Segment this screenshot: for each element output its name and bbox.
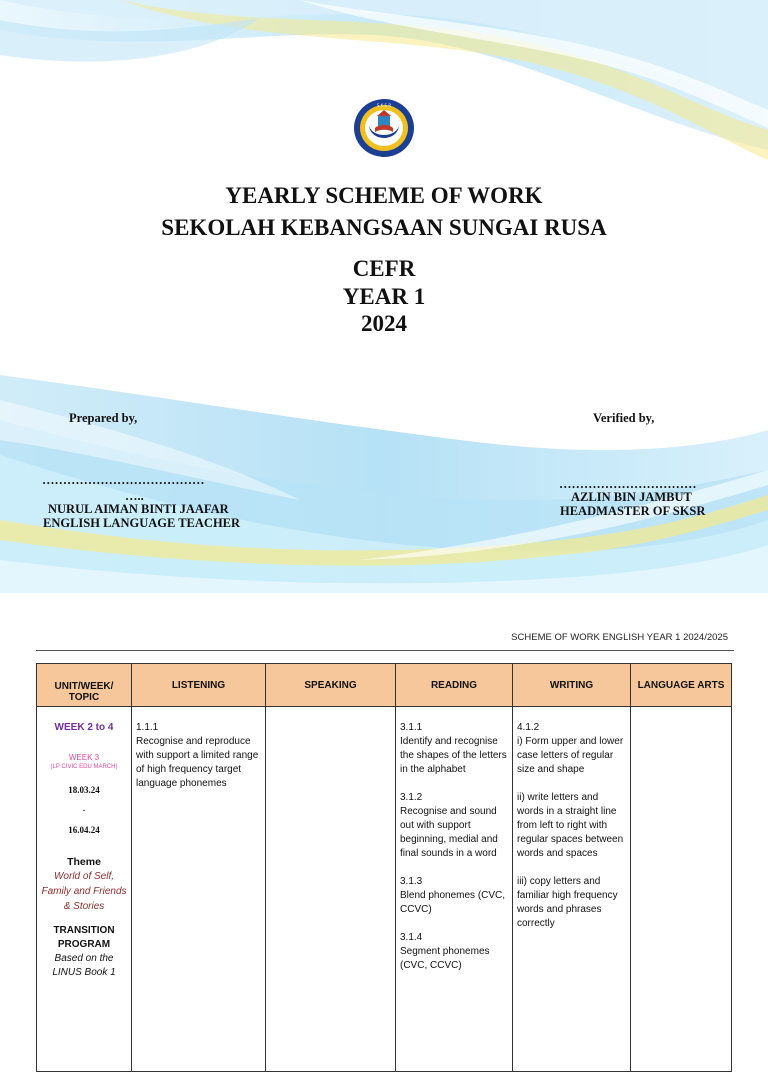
scheme-page <box>0 593 768 1024</box>
standard-code: 1.1.1 <box>136 722 159 733</box>
title-line-1: YEARLY SCHEME OF WORK <box>225 183 543 208</box>
standard-text: Recognise and sound out with support beginning, medial and final sounds in a word <box>400 806 498 859</box>
listening-standard <box>136 721 261 791</box>
table-header-row <box>37 664 732 707</box>
transition-program: TRANSITION PROGRAM <box>53 925 115 950</box>
title-line-3: CEFR <box>352 256 416 281</box>
week-3-note: (LP CIVIC EDU MARCH) <box>50 764 118 770</box>
title-line-2: SEKOLAH KEBANGSAAN SUNGAI RUSA <box>161 215 607 240</box>
standard-code: 3.1.1 <box>400 722 423 733</box>
verified-name: AZLIN BIN JAMBUT <box>571 490 692 504</box>
standard-code: 3.1.4 <box>400 932 423 943</box>
speaking-cell <box>266 707 396 1072</box>
col-unit-week-topic: UNIT/WEEK/ TOPIC <box>37 664 132 707</box>
date-start: 18.03.24 <box>68 785 100 795</box>
col-writing: WRITING <box>513 664 631 707</box>
prepared-role: ENGLISH LANGUAGE TEACHER <box>43 516 241 530</box>
standard-text: Blend phonemes (CVC, CCVC) <box>400 890 506 915</box>
standard-code: 4.1.2 <box>517 722 540 733</box>
week-range: WEEK 2 to 4 <box>54 722 114 733</box>
reading-standard <box>400 931 508 973</box>
title-line-4: YEAR 1 <box>342 284 426 309</box>
reading-standard <box>400 791 508 861</box>
writing-cell <box>513 707 631 1072</box>
col-language-arts: LANGUAGE ARTS <box>631 664 732 707</box>
date-dash: - <box>82 805 86 815</box>
language-arts-cell <box>631 707 732 1072</box>
prepared-signature-line: ………………………………… <box>42 473 205 487</box>
theme-label: Theme <box>67 856 101 868</box>
standard-code: 3.1.3 <box>400 876 423 887</box>
writing-item: i) Form upper and lower case letters of regular size and shape <box>517 736 624 775</box>
verified-signature-line: …………………………… <box>559 477 697 491</box>
col-reading: READING <box>396 664 513 707</box>
title-line-5: 2024 <box>361 311 407 336</box>
verified-role: HEADMASTER OF SKSR <box>560 504 706 518</box>
prepared-name: NURUL AIMAN BINTI JAAFAR <box>48 502 229 516</box>
based-on: Based on the LINUS Book 1 <box>52 953 116 978</box>
writing-item: iii) copy letters and familiar high frequency words and phrases correctly <box>517 876 618 929</box>
week-3: WEEK 3 <box>68 753 100 762</box>
school-crest-icon <box>353 98 415 158</box>
scheme-table <box>36 663 732 1072</box>
writing-item: ii) write letters and words in a straight line from left to right with regular spaces between words and spaces <box>517 792 624 859</box>
svg-text:S K S R: S K S R <box>376 103 392 108</box>
date-end: 16.04.24 <box>68 825 100 835</box>
page-header: SCHEME OF WORK ENGLISH YEAR 1 2024/2025 <box>511 632 728 643</box>
theme-value: World of Self, Family and Friends & Stories <box>41 871 127 912</box>
prepared-by-label: Prepared by, <box>69 411 138 425</box>
prepared-signature-line-end: ….. <box>125 489 144 503</box>
listening-cell <box>132 707 266 1072</box>
standard-text: Identify and recognise the shapes of the letters in the alphabet <box>400 736 507 775</box>
col-speaking: SPEAKING <box>266 664 396 707</box>
col-listening: LISTENING <box>132 664 266 707</box>
reading-standard <box>400 721 508 777</box>
standard-text: Recognise and reproduce with support a limited range of high frequency target language phonemes <box>136 736 259 789</box>
reading-standard <box>400 875 508 917</box>
reading-cell <box>396 707 513 1072</box>
verified-by-label: Verified by, <box>593 411 655 425</box>
table-row <box>37 707 732 1072</box>
standard-code: 3.1.2 <box>400 792 423 803</box>
standard-text: Segment phonemes (CVC, CCVC) <box>400 946 490 971</box>
unit-cell <box>37 707 132 1072</box>
header-rule <box>36 650 734 651</box>
